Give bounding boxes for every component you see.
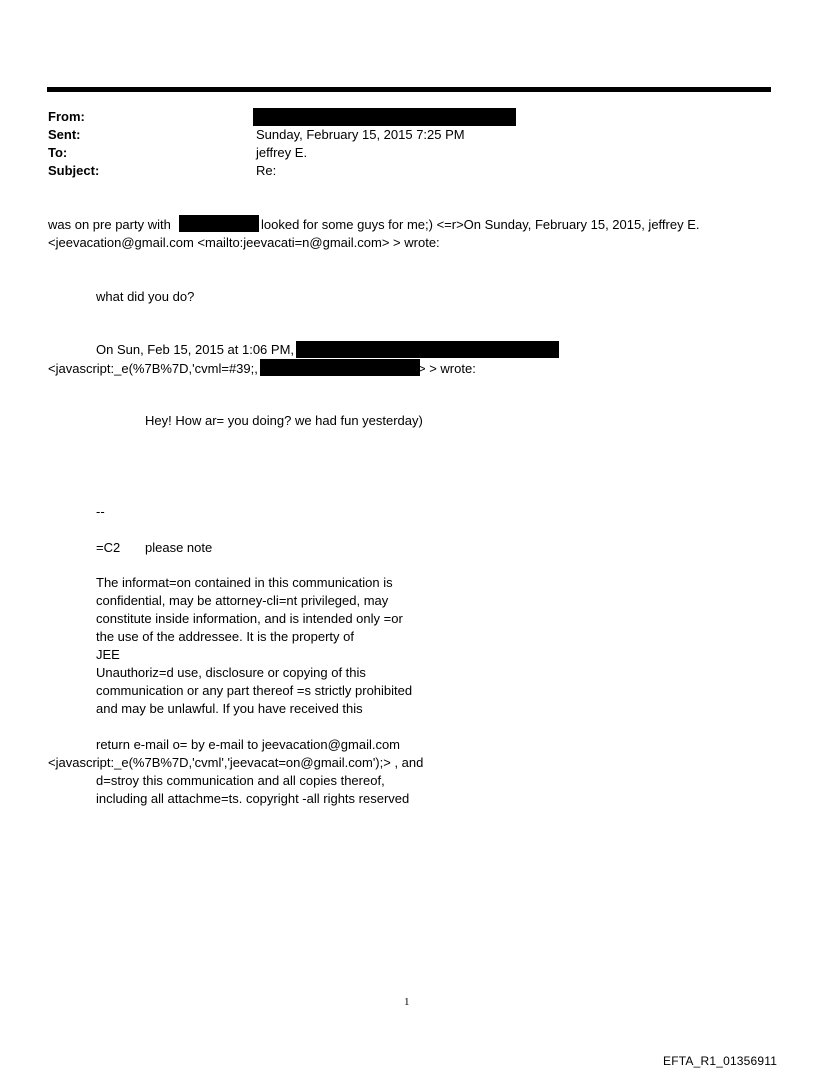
disclaimer-line: communication or any part thereof =s strictly prohibited — [96, 683, 413, 698]
sent-label: Sent: — [48, 127, 81, 142]
javascript-line-end: > > wrote: — [418, 361, 476, 376]
redacted-address — [260, 359, 420, 376]
on-sun-line: On Sun, Feb 15, 2015 at 1:06 PM, — [96, 342, 295, 357]
subject-value: Re: — [256, 163, 277, 178]
redacted-from — [253, 108, 516, 126]
please-note: please note — [145, 540, 213, 555]
header-rule — [47, 87, 771, 92]
redacted-sender — [296, 341, 559, 358]
disclaimer-line: the use of the addressee. It is the property of — [96, 629, 354, 644]
hey-line: Hey! How ar= you doing? we had fun yesterday) — [145, 413, 423, 428]
bates-number: EFTA_R1_01356911 — [663, 1054, 778, 1068]
sent-value: Sunday, February 15, 2015 7:25 PM — [256, 127, 465, 142]
signature-dashes: -- — [96, 504, 105, 519]
body-line1-end: looked for some guys for me;) <=r>On Sunday, February 15, 2015, jeffrey E. — [261, 217, 700, 232]
body-line2: <jeevacation@gmail.com <mailto:jeevacati=n@gmail.com> > wrote: — [48, 235, 440, 250]
redacted-name-1 — [179, 215, 259, 232]
to-value: jeffrey E. — [256, 145, 308, 160]
page-number: 1 — [404, 996, 410, 1008]
return-line-2: <javascript:_e(%7B%7D,'cvml','jeevacat=on@gmail.com');> , and — [48, 755, 424, 770]
c2-code: =C2 — [96, 540, 121, 555]
disclaimer-line: constitute inside information, and is intended only =or — [96, 611, 403, 626]
question-line: what did you do? — [96, 289, 195, 304]
return-line-3: d=stroy this communication and all copies thereof, — [96, 773, 385, 788]
disclaimer-line: The informat=on contained in this communication is — [96, 575, 393, 590]
return-line-4: including all attachme=ts. copyright -all rights reserved — [96, 791, 410, 806]
to-label: To: — [48, 145, 68, 160]
return-line-1: return e-mail o= by e-mail to jeevacation@gmail.com — [96, 737, 401, 752]
disclaimer-line: confidential, may be attorney-cli=nt privileged, may — [96, 593, 389, 608]
disclaimer-line: and may be unlawful. If you have received this — [96, 701, 363, 716]
disclaimer-line: Unauthoriz=d use, disclosure or copying of this — [96, 665, 366, 680]
from-label: From: — [48, 109, 85, 124]
disclaimer-line: JEE — [96, 647, 120, 662]
body-line1-start: was on pre party with — [48, 217, 171, 232]
subject-label: Subject: — [48, 163, 100, 178]
javascript-line-start: <javascript:_e(%7B%7D,'cvml=#39;, — [48, 361, 258, 376]
